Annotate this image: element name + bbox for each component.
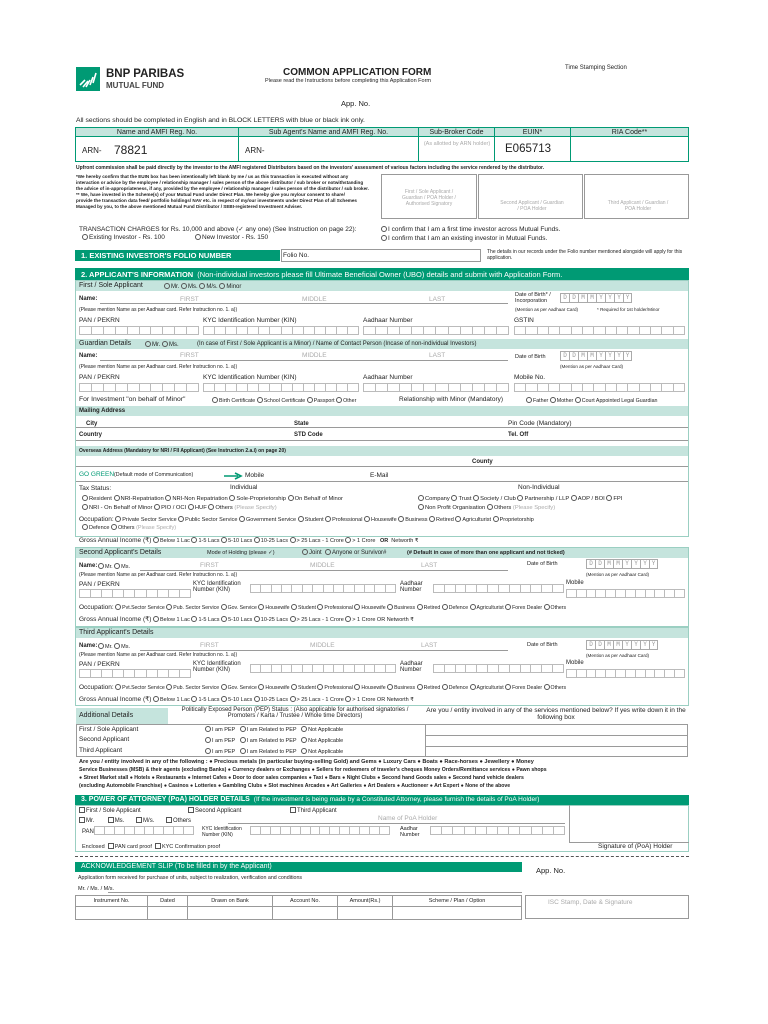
first-applicant-label: First / Sole Applicant bbox=[79, 282, 143, 289]
euin-value[interactable]: E065713 bbox=[505, 143, 552, 155]
section-3-header: 3. POWER OF ATTORNEY (PoA) HOLDER DETAILS (If the investment is being made by a Constituted Attorney, please furnish the details of PoA Holder) bbox=[75, 795, 689, 805]
third-kin[interactable] bbox=[250, 664, 396, 673]
minor-proof-row: For Investment "on behalf of Minor" bbox=[79, 396, 186, 403]
sub-broker-hint: (As allotted by ARN holder) bbox=[423, 141, 491, 147]
folio-input[interactable] bbox=[281, 249, 481, 262]
folio-label: Folio No. bbox=[283, 252, 310, 259]
arrow-right-icon bbox=[224, 472, 244, 480]
third-income[interactable]: Gross Annual Income (₹) Below 1 Lac 1-5 Lacs 5-10 Lacs 10-25 Lacs > 25 Lacs - 1 Crore > 1 Crore OR Networth ₹ bbox=[79, 696, 414, 703]
guardian-kin[interactable] bbox=[203, 383, 359, 392]
poa-signature-box[interactable] bbox=[569, 805, 689, 843]
mailing-bar bbox=[76, 406, 688, 416]
poa-salutation[interactable]: Mr. Ms. M/s. Others bbox=[79, 817, 191, 824]
pep-third[interactable]: I am PEP I am Related to PEP Not Applicable bbox=[205, 748, 343, 755]
second-dob[interactable]: D D M M Y Y Y Y bbox=[586, 559, 658, 569]
arn-prefix: ARN- bbox=[82, 146, 102, 155]
section-2-header: 2. APPLICANT'S INFORMATION (Non-individual investors please fill Ultimate Beneficial Owner (UBO) details and submit with Application Form. bbox=[75, 268, 689, 280]
guardian-aadhaar[interactable] bbox=[363, 383, 509, 392]
ack-header: ACKNOWLEDGEMENT SLIP (To be filled in by the Applicant) bbox=[75, 862, 522, 872]
pan-input[interactable] bbox=[79, 326, 199, 335]
third-applicant-bar bbox=[76, 628, 688, 638]
go-green: GO GREEN(Default mode of Communication) bbox=[79, 471, 194, 478]
third-mobile[interactable] bbox=[566, 669, 685, 678]
guardian-pan[interactable] bbox=[79, 383, 199, 392]
col-arn: Name and AMFI Reg. No. bbox=[76, 128, 239, 136]
poa-applicants[interactable]: First / Sole Applicant bbox=[79, 807, 141, 814]
third-dob[interactable]: D D M M Y Y Y Y bbox=[586, 640, 658, 650]
mode-of-holding[interactable]: Joint Anyone or Survivor# bbox=[302, 549, 386, 556]
col-euin: EUIN* bbox=[495, 128, 571, 136]
occupation-options-2[interactable]: Defence Others (Please Specify) bbox=[82, 524, 176, 531]
folio-note: The details in our records under the Folio number mentioned alongside will apply for this application. bbox=[487, 249, 683, 261]
poa-enclosed[interactable]: Enclosed PAN card proof KYC Confirmation proof bbox=[82, 844, 221, 850]
txn-title: TRANSACTION CHARGES for Rs. 10,000 and above (✓ any one) (See Instruction on page 22): bbox=[79, 226, 357, 233]
additional-header: Additional Details bbox=[76, 708, 168, 724]
signature-box-second[interactable]: Second Applicant / Guardian / POA Holder bbox=[478, 174, 583, 219]
third-aadhaar[interactable] bbox=[433, 664, 564, 673]
col-sub-agent: Sub Agent's Name and AMFI Reg. No. bbox=[239, 128, 419, 136]
declaration-block: *We hereby confirm that the EUIN box has been intentionally left blank by me / us as this transaction is executed without any interaction or advice by the employee / relationship manager / sales person of the above distributor / sub broker or notwithstanding the advice of in-appropriateness, if any, provided by the employee / relationship manager / sales person of the distributor / sub broker. ** We, have invested in the Scheme(s) of your Mutual Fund under Direct Plan. We hereby give you my/our consent to share/ provide the transaction data feed/ portfolio holdings/ NAV etc. in respect of my/our investments under Direct Plan of all Schemes Managed by you, to the above mentioned Mutual Fund Distributor / SEBI-registered Investment Adviser. bbox=[76, 174, 369, 210]
occupation-options[interactable]: Occupation: Private Sector Service Public Sector Service Government Service Student Professional Housewife Business Retired Agriculturist Proprietorship bbox=[79, 516, 534, 523]
signature-box-third[interactable]: Third Applicant / Guardian / POA Holder bbox=[584, 174, 689, 219]
dob-label: Date of Birth* / Incorporation bbox=[515, 292, 551, 304]
cut-line bbox=[75, 856, 689, 857]
form-subtitle: Please read the Instructions before completing this Application Form bbox=[265, 78, 432, 84]
second-kin[interactable] bbox=[250, 584, 396, 593]
dob-input[interactable]: D D M M Y Y Y Y bbox=[560, 293, 632, 303]
third-occupation[interactable]: Occupation: Pvt.Sector Service Pub. Sector Service Gov. Service Housewife Student Professional Housewife Business Retired Defence Agriculturist Forex Dealer Others bbox=[79, 684, 567, 691]
ria-code-field[interactable] bbox=[571, 137, 688, 161]
col-ria: RIA Code** bbox=[611, 129, 648, 136]
ack-row[interactable] bbox=[76, 907, 521, 919]
aadhar-note: (Please mention Name as per Aadhaar card. Refer Instruction no. 1. a)) bbox=[79, 307, 238, 313]
section-1-header: 1. EXISTING INVESTOR'S FOLIO NUMBER bbox=[75, 250, 280, 261]
ack-table: Instrument No. Dated Drawn on Bank Account No. Amount(Rs.) Scheme / Plan / Option bbox=[75, 895, 522, 920]
form-title: COMMON APPLICATION FORM bbox=[283, 67, 432, 78]
poa-pan[interactable] bbox=[94, 826, 194, 835]
kin-input[interactable] bbox=[203, 326, 359, 335]
second-occupation[interactable]: Occupation: Pvt.Sector Service Pub. Sector Service Gov. Service Housewife Student Professional Housewife Business Retired Defence Agriculturist Forex Dealer Others bbox=[79, 604, 567, 611]
tax-nonind-options-2[interactable]: Non Profit Organisation Others (Please Specify) bbox=[418, 504, 555, 511]
income-options[interactable]: Gross Annual Income (₹) Below 1 Lac 1-5 Lacs 5-10 Lacs 10-25 Lacs > 25 Lacs - 1 Crore > 1 Crore OR Networth ₹ bbox=[79, 537, 419, 544]
confirm-first-time[interactable]: I confirm that I am a first time investor across Mutual Funds. bbox=[381, 226, 560, 233]
guardian-mobile[interactable] bbox=[514, 383, 685, 392]
salutation-options[interactable]: Mr. Ms. M/s. Minor bbox=[164, 283, 241, 290]
tax-individual-options[interactable]: Resident NRI-Repatriation NRI-Non Repatriation Sole-Proprietorship On Behalf of Minor bbox=[82, 495, 343, 502]
distributor-header bbox=[75, 127, 689, 137]
col-sub-broker: Sub-Broker Code bbox=[419, 128, 495, 136]
third-pan[interactable] bbox=[79, 669, 191, 678]
name-label: Name: bbox=[79, 296, 98, 302]
txn-existing[interactable]: Existing Investor - Rs. 100 bbox=[82, 234, 165, 241]
pep-second[interactable]: I am PEP I am Related to PEP Not Applicable bbox=[205, 737, 343, 744]
brand-sub: MUTUAL FUND bbox=[106, 81, 165, 90]
poa-kin[interactable] bbox=[250, 826, 390, 835]
signature-box-first[interactable]: First / Sole Applicant / Guardian / POA Holder / Authorised Signatory bbox=[381, 174, 477, 219]
distributor-values bbox=[75, 137, 689, 162]
brand-logo bbox=[76, 66, 216, 94]
gstin-input[interactable] bbox=[514, 326, 685, 335]
brand-name: BNP PARIBAS bbox=[106, 68, 185, 80]
second-aadhaar[interactable] bbox=[433, 584, 564, 593]
second-income[interactable]: Gross Annual Income (₹) Below 1 Lac 1-5 Lacs 5-10 Lacs 10-25 Lacs > 25 Lacs - 1 Crore > 1 Crore OR Networth ₹ bbox=[79, 616, 414, 623]
tax-nonind-options[interactable]: Company Trust Society / Club Partnership / LLP AOP / BOI FPI bbox=[418, 495, 622, 502]
isc-stamp-box[interactable]: ISC Stamp, Date & Signature bbox=[525, 895, 689, 919]
second-mobile[interactable] bbox=[566, 589, 685, 598]
pan-label: PAN / PEKRN bbox=[79, 317, 120, 324]
pep-first[interactable]: I am PEP I am Related to PEP Not Applicable bbox=[205, 726, 343, 733]
instruction-note: All sections should be completed in English and in BLOCK LETTERS with blue or black ink only. bbox=[76, 117, 365, 124]
txn-new[interactable]: New Investor - Rs. 150 bbox=[195, 234, 268, 241]
guardian-dob[interactable]: D D M M Y Y Y Y bbox=[560, 351, 632, 361]
time-stamp-label: Time Stamping Section bbox=[565, 65, 627, 71]
minor-proof-options[interactable]: Birth Certificate School Certificate Passport Other bbox=[212, 397, 356, 404]
bnp-star-logo-icon bbox=[76, 67, 100, 91]
confirm-existing[interactable]: I confirm that I am an existing investor in Mutual Funds. bbox=[381, 235, 547, 242]
pep-table bbox=[76, 724, 688, 757]
second-pan[interactable] bbox=[79, 589, 191, 598]
poa-aadhar[interactable] bbox=[430, 826, 565, 835]
relation-options[interactable]: Father Mother Court Appointed Legal Guardian bbox=[526, 397, 657, 404]
sub-arn-prefix[interactable]: ARN- bbox=[245, 146, 265, 155]
tax-individual-options-2[interactable]: NRI - On Behalf of Minor PIO / OCI HUF Others (Please Specify) bbox=[82, 504, 277, 511]
aadhaar-input[interactable] bbox=[363, 326, 509, 335]
upfront-note: Upfront commission shall be paid directly by the investor to the AMFI registered Distributors based on the investors' assessment of various factors including the service rendered by the distributor. bbox=[76, 165, 545, 171]
arn-value[interactable]: 78821 bbox=[114, 143, 148, 157]
guardian-salutation[interactable]: Mr. Ms. bbox=[145, 341, 179, 348]
app-no-label: App. No. bbox=[341, 99, 371, 108]
